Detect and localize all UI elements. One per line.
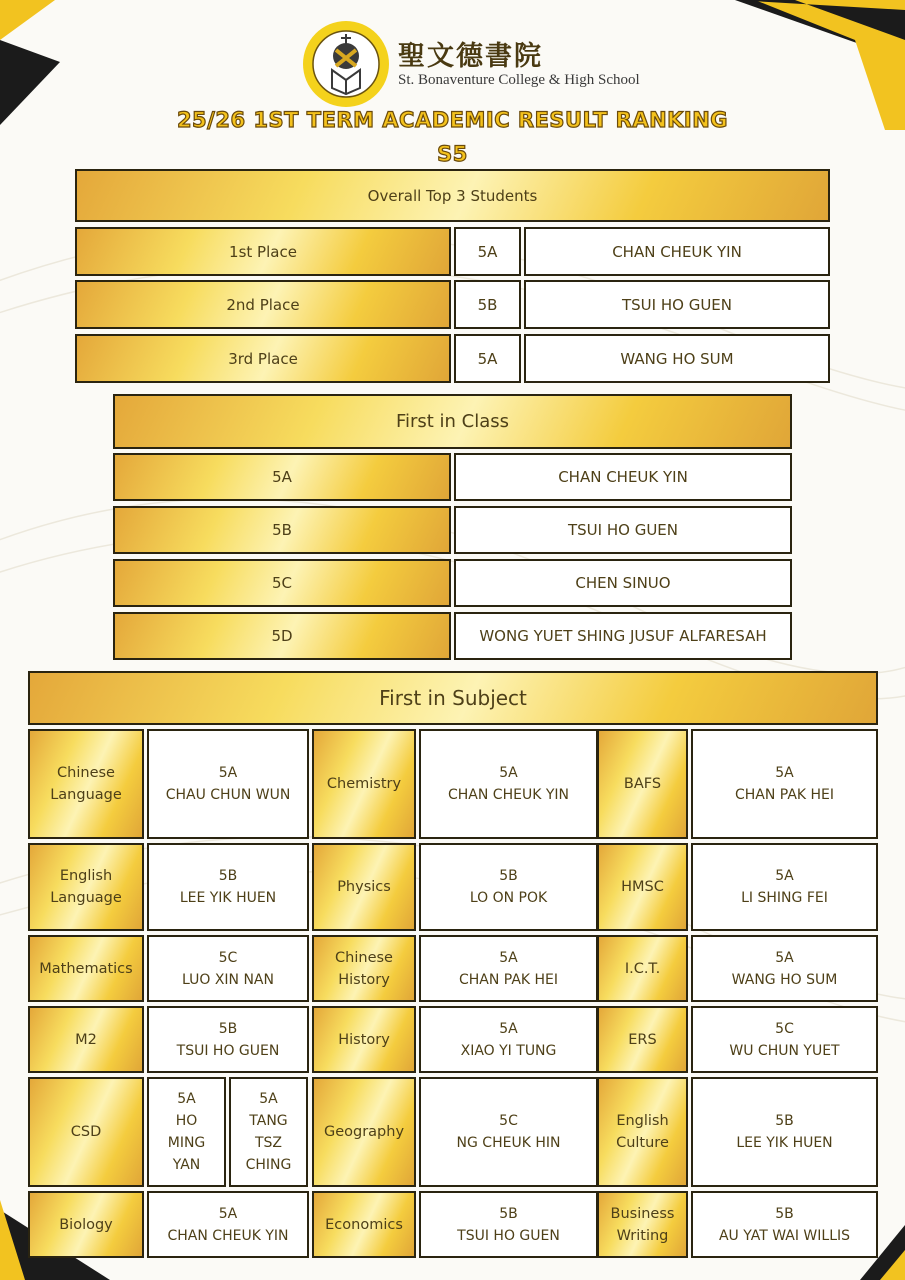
overall-name-cell: TSUI HO GUEN xyxy=(524,280,830,329)
cell-text xyxy=(741,865,828,909)
first-in-class-title: First in Class xyxy=(113,394,792,449)
cell-line: 5A xyxy=(218,765,238,781)
cell-text xyxy=(461,1018,557,1062)
class-cell: 5B xyxy=(113,506,451,554)
overall-place-cell: 3rd Place xyxy=(75,334,451,383)
cell-text xyxy=(50,865,122,909)
cell-line: BAFS xyxy=(623,776,662,792)
subject-label-cell xyxy=(28,729,144,839)
cell-text xyxy=(457,1203,560,1247)
overall-name-cell: CHAN CHEUK YIN xyxy=(524,227,830,276)
cell-line: CHAN PAK HEI xyxy=(458,971,559,988)
cell-line: 5A xyxy=(775,868,794,884)
cell-line: YAN xyxy=(172,1157,201,1173)
school-logo xyxy=(302,20,662,108)
cell-line: LI SHING FEI xyxy=(741,890,828,906)
cell-text xyxy=(166,762,291,806)
cell-line: M2 xyxy=(75,1031,97,1048)
cell-line: English xyxy=(59,868,113,884)
cell-line: XIAO YI TUNG xyxy=(460,1042,557,1059)
cell-line: MING xyxy=(167,1135,206,1151)
cell-line: CHAN PAK HEI xyxy=(734,787,835,803)
cell-text xyxy=(616,1110,669,1154)
cell-line: 5B xyxy=(775,1113,794,1129)
page-title: 25/26 1ST TERM ACADEMIC RESULT RANKING xyxy=(176,108,729,132)
cell-text xyxy=(337,876,391,898)
subject-label-cell xyxy=(312,1191,416,1258)
cell-text xyxy=(75,1029,97,1051)
cell-text xyxy=(325,1214,403,1236)
subject-top-student-cell xyxy=(147,729,309,839)
school-crest-icon xyxy=(302,20,390,108)
cell-text xyxy=(324,1121,404,1143)
subject-top-student-cell xyxy=(691,729,878,839)
subject-top-student-cell xyxy=(691,843,878,931)
overall-class-cell: 5A xyxy=(454,334,521,383)
cell-line: TSZ xyxy=(254,1135,282,1151)
cell-line: CHING xyxy=(245,1157,292,1173)
cell-line: 5A xyxy=(499,1020,518,1037)
cell-text xyxy=(611,1203,675,1247)
class-cell: 5C xyxy=(113,559,451,607)
cell-text xyxy=(182,947,274,991)
subject-top-student-cell xyxy=(419,1077,598,1187)
cell-text xyxy=(448,762,569,806)
cell-line: HMSC xyxy=(621,879,664,895)
cell-text xyxy=(180,865,276,909)
cell-line: Language xyxy=(50,890,122,906)
cell-line: 5B xyxy=(499,868,518,884)
subject-top-student-cell xyxy=(419,729,598,839)
cell-line: Geography xyxy=(323,1124,405,1140)
cell-text xyxy=(624,773,661,795)
cell-line: English xyxy=(616,1113,669,1129)
first-in-subject-title: First in Subject xyxy=(28,671,878,725)
cell-line: TANG xyxy=(249,1113,288,1129)
cell-text xyxy=(59,1214,113,1236)
cell-text xyxy=(335,947,393,991)
cell-line: Chemistry xyxy=(326,776,402,792)
class-cell: 5D xyxy=(113,612,451,660)
class-top-name-cell: TSUI HO GUEN xyxy=(454,506,792,554)
cell-line: 5A xyxy=(177,1091,196,1107)
cell-text xyxy=(338,1029,390,1051)
cell-text xyxy=(177,1018,280,1062)
subject-label-cell xyxy=(597,729,688,839)
subject-label-cell xyxy=(312,935,416,1002)
cell-line: 5C xyxy=(499,1113,518,1129)
school-name-chinese: 聖文德書院 xyxy=(398,41,543,72)
subject-label-cell xyxy=(597,1006,688,1073)
cell-line: Writing xyxy=(616,1227,669,1244)
subject-top-student-cell xyxy=(419,1191,598,1258)
cell-line: LEE YIK HUEN xyxy=(736,1135,833,1151)
subject-label-cell xyxy=(28,935,144,1002)
cell-text xyxy=(457,1110,561,1154)
cell-line: 5B xyxy=(218,868,238,884)
cell-line: Culture xyxy=(616,1135,669,1151)
subject-label-cell xyxy=(312,1077,416,1187)
cell-line: I.C.T. xyxy=(624,960,661,977)
cell-line: 5A xyxy=(499,949,518,966)
cell-line: CHAU CHUN WUN xyxy=(165,787,291,803)
cell-line: Mathematics xyxy=(39,960,133,977)
cell-line: 5C xyxy=(775,1020,794,1037)
subject-top-student-cell xyxy=(147,935,309,1002)
cell-text xyxy=(735,762,834,806)
overall-place-cell: 1st Place xyxy=(75,227,451,276)
subject-top-student-cell xyxy=(419,1006,598,1073)
subject-top-student-cell xyxy=(147,843,309,931)
class-top-name-cell: WONG YUET SHING JUSUF ALFARESAH xyxy=(454,612,792,660)
cell-line: History xyxy=(338,971,390,988)
cell-line: WU CHUN YUET xyxy=(729,1042,840,1059)
cell-line: LO ON POK xyxy=(469,890,548,906)
subject-label-cell xyxy=(28,1006,144,1073)
cell-line: 5B xyxy=(775,1205,794,1222)
cell-text xyxy=(736,1110,832,1154)
cell-line: ERS xyxy=(628,1031,657,1048)
cell-text xyxy=(628,1029,656,1051)
cell-text xyxy=(168,1088,206,1176)
class-top-name-cell: CHEN SINUO xyxy=(454,559,792,607)
subject-top-student-cell xyxy=(419,935,598,1002)
subject-label-cell xyxy=(597,843,688,931)
cell-line: Business xyxy=(610,1205,675,1222)
cell-line: CHAN CHEUK YIN xyxy=(448,787,569,803)
cell-line: LEE YIK HUEN xyxy=(179,890,277,906)
cell-text xyxy=(459,947,558,991)
cell-line: Chinese xyxy=(57,765,115,781)
cell-text xyxy=(719,1203,850,1247)
cell-line: AU YAT WAI WILLIS xyxy=(718,1227,851,1244)
subject-top-student-cell xyxy=(229,1077,308,1187)
cell-text xyxy=(621,876,664,898)
subject-label-cell xyxy=(28,843,144,931)
cell-text xyxy=(39,958,132,980)
cell-line: 5B xyxy=(499,1205,518,1222)
cell-text xyxy=(625,958,660,980)
class-cell: 5A xyxy=(113,453,451,501)
overall-class-cell: 5A xyxy=(454,227,521,276)
subject-label-cell xyxy=(28,1077,144,1187)
cell-text xyxy=(327,773,401,795)
cell-line: 5A xyxy=(259,1091,278,1107)
cell-line: 5A xyxy=(775,949,794,966)
subject-label-cell xyxy=(312,843,416,931)
overall-name-cell: WANG HO SUM xyxy=(524,334,830,383)
subject-top-student-cell xyxy=(147,1191,309,1258)
cell-line: Economics xyxy=(325,1216,403,1233)
overall-top3-title: Overall Top 3 Students xyxy=(75,169,830,222)
overall-class-cell: 5B xyxy=(454,280,521,329)
form-label: S5 xyxy=(437,142,468,166)
cell-line: Chinese xyxy=(335,949,393,966)
subject-top-student-cell xyxy=(147,1006,309,1073)
subject-top-student-cell xyxy=(419,843,598,931)
subject-label-cell xyxy=(312,1006,416,1073)
school-name-english: St. Bonaventure College & High School xyxy=(398,72,640,88)
subject-top-student-cell xyxy=(691,1191,878,1258)
subject-label-cell xyxy=(597,1077,688,1187)
subject-top-student-cell xyxy=(691,1077,878,1187)
class-top-name-cell: CHAN CHEUK YIN xyxy=(454,453,792,501)
cell-text xyxy=(732,947,838,991)
cell-line: CHAN CHEUK YIN xyxy=(167,1227,289,1244)
cell-text xyxy=(470,865,547,909)
subject-top-student-cell xyxy=(147,1077,226,1187)
cell-line: CSD xyxy=(70,1124,102,1140)
cell-line: History xyxy=(338,1031,390,1048)
cell-text xyxy=(168,1203,289,1247)
cell-line: 5A xyxy=(218,1205,238,1222)
cell-line: LUO XIN NAN xyxy=(182,971,274,988)
cell-line: Language xyxy=(50,787,122,803)
cell-line: 5A xyxy=(499,765,518,781)
subject-top-student-cell xyxy=(691,935,878,1002)
subject-label-cell xyxy=(597,935,688,1002)
subject-top-student-cell xyxy=(691,1006,878,1073)
cell-text xyxy=(71,1121,102,1143)
subject-label-cell xyxy=(597,1191,688,1258)
cell-line: Biology xyxy=(59,1216,113,1233)
cell-line: NG CHEUK HIN xyxy=(456,1135,561,1151)
cell-line: HO xyxy=(175,1113,198,1129)
cell-line: TSUI HO GUEN xyxy=(176,1042,280,1059)
overall-place-cell: 2nd Place xyxy=(75,280,451,329)
cell-text xyxy=(246,1088,292,1176)
subject-label-cell xyxy=(312,729,416,839)
cell-line: WANG HO SUM xyxy=(731,971,838,988)
cell-text xyxy=(50,762,122,806)
cell-line: 5B xyxy=(218,1020,238,1037)
cell-line: 5C xyxy=(218,949,238,966)
cell-line: 5A xyxy=(775,765,794,781)
cell-line: Physics xyxy=(337,879,391,895)
subject-label-cell xyxy=(28,1191,144,1258)
cell-line: TSUI HO GUEN xyxy=(457,1227,560,1244)
cell-text xyxy=(729,1018,839,1062)
